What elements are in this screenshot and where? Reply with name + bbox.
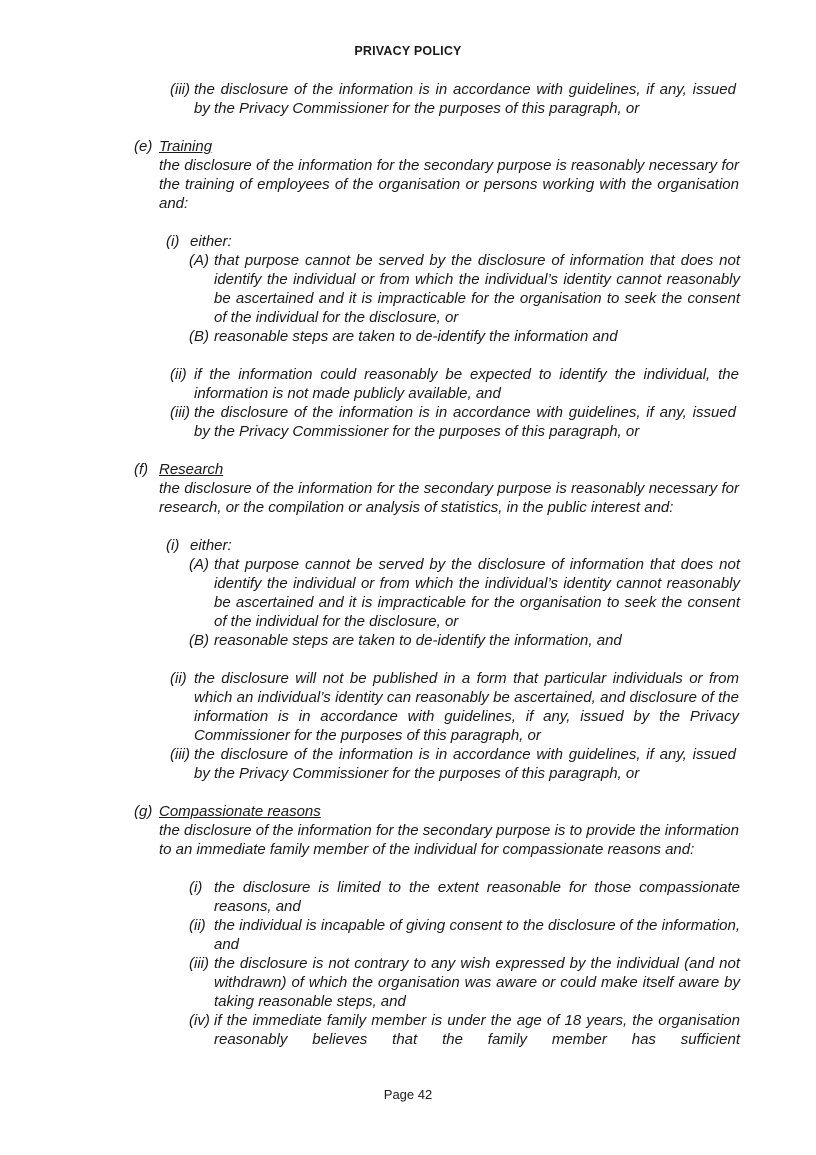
section-e-sub-a (0, 251, 816, 327)
section-g-item-ii (0, 916, 816, 954)
item-label: (A) (189, 252, 209, 269)
item-text: if the information could reasonably be expected to identify the individual, the information is not made publicly available, and (194, 366, 739, 402)
item-text: the disclosure is not contrary to any wish expressed by the individual (and not withdrawn) of which the organisation was aware or could make itself aware by taking reasonable steps, and (214, 955, 740, 1010)
section-f-item-iii (0, 745, 816, 783)
item-label: (iii) (170, 404, 190, 421)
item-label: (iii) (170, 746, 190, 763)
item-label: (ii) (189, 917, 206, 934)
item-text: if the immediate family member is under the age of 18 years, the organisation reasonably believes that the family member has sufficient (214, 1012, 740, 1048)
item-label: (i) (166, 537, 180, 554)
item-label: (B) (189, 328, 209, 345)
item-label: (iv) (189, 1012, 210, 1029)
item-text: that purpose cannot be served by the disclosure of information that does not identify the individual or from which the individual’s identity cannot reasonably be ascertained and it is impracticable for the organisation to seek the consent of the individual for the disclosure, or (214, 556, 740, 630)
section-g-item-iv (0, 1011, 816, 1049)
section-e-heading (0, 137, 816, 156)
item-text: the disclosure of the information is in accordance with guidelines, if any, issued by the Privacy Commissioner for the purposes of this paragraph, or (194, 404, 736, 440)
item-text: reasonable steps are taken to de-identify the information, and (214, 632, 622, 649)
item-text: reasonable steps are taken to de-identify the information and (214, 328, 618, 345)
section-e-item-ii (0, 365, 816, 403)
item-text: the disclosure of the information is in accordance with guidelines, if any, issued by the Privacy Commissioner for the purposes of this paragraph, or (194, 746, 736, 782)
section-label: (g) (134, 803, 153, 820)
item-label: (A) (189, 556, 209, 573)
item-text: the disclosure will not be published in a form that particular individuals or from which an individual’s identity can reasonably be ascertained, and disclosure of the information is in accordance with guidelines, if any, issued by the Privacy Commissioner for the purposes of this paragraph, or (194, 670, 739, 744)
page-header: PRIVACY POLICY (354, 44, 462, 58)
item-label: (ii) (170, 670, 187, 687)
section-e-intro: the disclosure of the information for the secondary purpose is reasonably necessary for the training of employees of the organisation or persons working with the organisation and: (159, 157, 739, 212)
section-title: Research (159, 461, 224, 478)
section-f-heading (0, 460, 816, 479)
list-item-iii (0, 80, 816, 118)
item-text: that purpose cannot be served by the disclosure of information that does not identify the individual or from which the individual’s identity cannot reasonably be ascertained and it is impracticable for the organisation to seek the consent of the individual for the disclosure, or (214, 252, 740, 326)
section-title: Training (159, 138, 213, 155)
item-text: either: (190, 233, 232, 250)
item-label: (i) (166, 233, 180, 250)
item-label: (iii) (170, 81, 190, 98)
section-f-sub-a (0, 555, 816, 631)
section-f-item-i (0, 536, 816, 555)
section-label: (f) (134, 461, 149, 478)
item-label: (i) (189, 879, 203, 896)
item-text: the individual is incapable of giving consent to the disclosure of the information, and (214, 917, 740, 953)
item-text: the disclosure of the information is in accordance with guidelines, if any, issued by the Privacy Commissioner for the purposes of this paragraph, or (194, 81, 736, 117)
section-f-item-ii (0, 669, 816, 745)
section-f-intro: the disclosure of the information for the secondary purpose is reasonably necessary for research, or the compilation or analysis of statistics, in the public interest and: (159, 480, 739, 516)
section-f-sub-b (0, 631, 816, 650)
section-e-item-iii (0, 403, 816, 441)
page-number: Page 42 (383, 1087, 433, 1102)
item-text: either: (190, 537, 232, 554)
section-g-intro: the disclosure of the information for the secondary purpose is to provide the information to an immediate family member of the individual for compassionate reasons and: (159, 822, 739, 858)
section-title: Compassionate reasons (159, 803, 321, 820)
section-e-item-i (0, 232, 816, 251)
section-e-sub-b (0, 327, 816, 346)
item-label: (B) (189, 632, 209, 649)
item-label: (ii) (170, 366, 187, 383)
section-g-heading (0, 802, 816, 821)
section-g-item-i (0, 878, 816, 916)
document-body (0, 80, 816, 1049)
item-text: the disclosure is limited to the extent reasonable for those compassionate reasons, and (214, 879, 740, 915)
section-g-item-iii (0, 954, 816, 1011)
section-label: (e) (134, 138, 153, 155)
item-label: (iii) (189, 955, 209, 972)
